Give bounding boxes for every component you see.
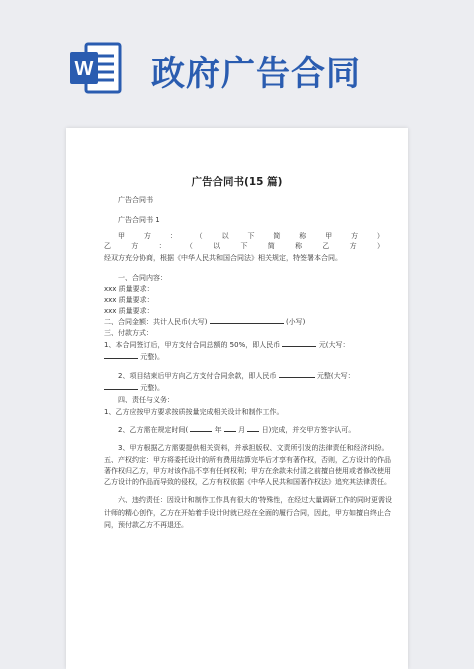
quality-requirement-1: xxx 质量要求： <box>104 285 154 293</box>
payment-1-uppercase-blank <box>104 358 138 359</box>
party-b-char: ： <box>158 242 166 250</box>
party-a-char: （ <box>195 232 203 240</box>
party-b-char: ） <box>376 242 384 250</box>
party-b-char: 下 <box>240 242 248 250</box>
section-2-line <box>104 318 305 327</box>
month-blank <box>224 431 236 432</box>
party-b-char: （ <box>185 242 193 250</box>
party-a-char: 甲 <box>325 232 333 240</box>
party-b-char: 简 <box>267 242 275 250</box>
page-header <box>0 0 474 118</box>
party-b-char: 方 <box>349 242 357 250</box>
payment-2-uppercase-blank <box>104 389 138 390</box>
section-6-line-2: 计师的精心创作，乙方在开始着手设计时就已经在全面的履行合同，因此，甲方如擅自终止合 <box>104 509 391 517</box>
section-6-line-3: 同，预付款乙方不再退还。 <box>104 521 188 529</box>
year-blank <box>190 431 212 432</box>
party-a-char: 简 <box>273 232 281 240</box>
payment-2-uppercase-label: 元整(大写： <box>316 372 355 380</box>
payment-2-line <box>118 372 355 381</box>
party-a-char: 下 <box>247 232 255 240</box>
payment-2-line-2 <box>104 384 164 393</box>
responsibility-2-text: 2、乙方需在规定时间( <box>118 426 189 434</box>
party-a-char: ） <box>376 232 384 240</box>
header-title: 政府广告合同 <box>151 54 361 94</box>
party-b-char: 乙 <box>104 242 111 250</box>
amount-lowercase-label: (小写) <box>285 318 306 326</box>
party-b-char: 乙 <box>322 242 330 250</box>
party-a-char: 甲 <box>118 232 125 240</box>
payment-1-line <box>104 341 349 350</box>
party-b-line <box>104 242 384 251</box>
doc-subtitle-1: 广告合同书 1 <box>118 216 160 224</box>
responsibility-1: 1、乙方应按甲方要求按质按量完成相关设计和制作工作。 <box>104 408 284 416</box>
document-page <box>66 128 408 669</box>
party-a-char: 以 <box>221 232 229 240</box>
contract-amount-label: 二、合同金额：共计人民币(大写) <box>104 318 208 326</box>
section-3-heading: 三、付款方式： <box>104 329 153 337</box>
party-b-char: 称 <box>295 242 303 250</box>
section-5-line-1: 五、产权约定：甲方将委托设计的所有费用结算完毕后才享有著作权，否则，乙方设计的作品 <box>104 456 391 464</box>
party-a-char: 方 <box>351 232 359 240</box>
intro-paragraph: 经双方充分协商，根据《中华人民共和国合同法》相关规定，特签署本合同。 <box>104 254 342 262</box>
word-document-icon <box>68 42 124 94</box>
responsibility-3: 3、甲方根据乙方需要提供相关资料，并承担版权、文责所引发的法律责任和经济纠纷。 <box>118 444 389 452</box>
day-blank <box>247 431 259 432</box>
section-1-heading: 一、合同内容： <box>118 274 167 282</box>
document-title: 广告合同书(15 篇) <box>191 176 283 188</box>
amount-uppercase-blank <box>210 323 284 324</box>
quality-requirement-2: xxx 质量要求： <box>104 296 154 304</box>
quality-requirement-3: xxx 质量要求： <box>104 307 154 315</box>
payment-1-text: 1、本合同签订后，甲方支付合同总额的 50%，即人民币 <box>104 341 281 349</box>
party-a-char: 方 <box>143 232 151 240</box>
responsibility-2-end: 日)完成，并交甲方签字认可。 <box>261 426 356 434</box>
year-label: 年 <box>214 426 222 434</box>
party-a-char: ： <box>169 232 177 240</box>
payment-1-end: 元整)。 <box>140 353 164 361</box>
payment-1-amount-blank <box>282 346 316 347</box>
party-b-char: 以 <box>213 242 221 250</box>
party-a-char: 称 <box>299 232 307 240</box>
svg-text:W: W <box>74 58 94 80</box>
payment-1-uppercase-label: 元(大写： <box>318 341 350 349</box>
responsibility-2 <box>118 426 355 435</box>
section-5-line-3: 乙方设计的作品而导致的侵权，乙方有权依据《中华人民共和国著作权法》追究其法律责任。 <box>104 478 391 486</box>
payment-1-line-2 <box>104 353 164 362</box>
payment-2-amount-blank <box>279 377 315 378</box>
payment-2-end: 元整)。 <box>140 384 164 392</box>
month-label: 月 <box>238 426 246 434</box>
section-4-heading: 四、责任与义务： <box>118 396 174 404</box>
payment-2-text: 2、项目结束后甲方向乙方支付合同余款，即人民币 <box>118 372 277 380</box>
doc-subtitle: 广告合同书 <box>118 196 153 204</box>
section-6-line-1: 六、违约责任：因设计和制作工作具有很大的'特殊性，在经过大量调研工作的同时更需设 <box>118 496 392 504</box>
section-5-line-2: 著作权归乙方，甲方对该作品不享有任何权利；甲方在余款未付清之前擅自使用或者修改使用 <box>104 467 391 475</box>
party-a-line <box>118 232 384 241</box>
party-b-char: 方 <box>131 242 139 250</box>
